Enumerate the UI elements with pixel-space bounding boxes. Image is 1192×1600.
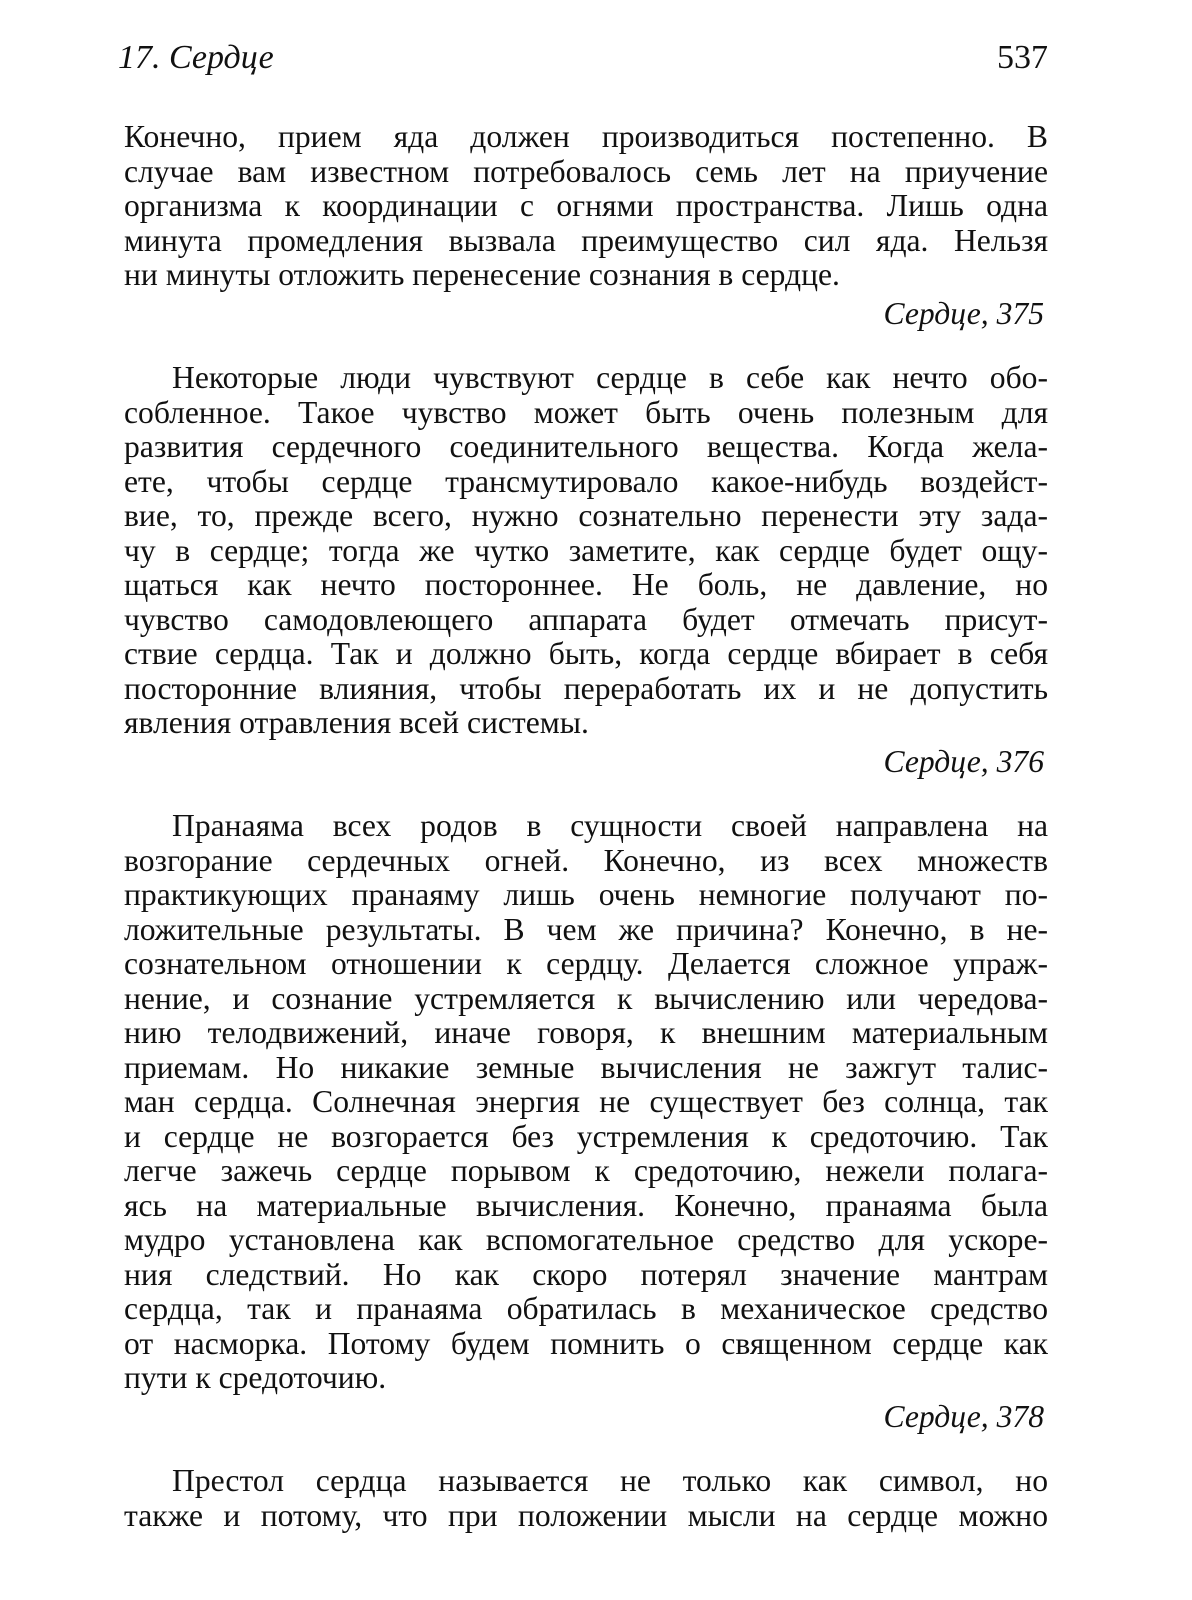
text-line: случае вам известном потребовалось семь лет на приучение	[124, 153, 1048, 189]
text-line: приемам. Но никакие земные вычисления не зажгут талис-	[124, 1049, 1048, 1085]
book-page	[118, 0, 1048, 1600]
text-line: возгорание сердечных огней. Конечно, из всех множеств	[124, 842, 1048, 878]
text-line: явления отравления всей системы.	[124, 705, 589, 740]
text-line: ния следствий. Но как скоро потерял значение мантрам	[124, 1256, 1048, 1292]
text-line: посторонние влияния, чтобы переработать их и не допустить	[124, 670, 1048, 706]
text-line: также и потому, что при положении мысли на сердце можно	[124, 1497, 1048, 1533]
text-line: ете, чтобы сердце трансмутировало какое-нибудь воздейст-	[124, 463, 1048, 499]
text-line: нию телодвижений, иначе говоря, к внешним материальным	[124, 1015, 1048, 1050]
text-line: Пранаяма всех родов в сущности своей направлена на	[172, 808, 1048, 843]
text-line: чувство самодовлеющего аппарата будет отмечать присут-	[124, 601, 1048, 637]
text-line: вие, то, прежде всего, нужно сознательно перенести эту зада-	[124, 498, 1048, 533]
text-line: сердца, так и пранаяма обратилась в механическое средство	[124, 1291, 1048, 1326]
text-line: сознательном отношении к сердцу. Делается сложное упраж-	[124, 946, 1048, 981]
text-line: ствие сердца. Так и должно быть, когда сердце вбирает в себя	[124, 636, 1048, 671]
running-head	[118, 38, 1048, 78]
text-line: собленное. Такое чувство может быть очень полезным для	[124, 394, 1048, 430]
text-line: Конечно, прием яда должен производиться постепенно. В	[124, 119, 1048, 154]
source-citation: Сердце, 375	[883, 295, 1044, 331]
text-line: ман сердца. Солнечная энергия не существует без солнца, так	[124, 1084, 1048, 1119]
text-line: пути к средоточию.	[124, 1360, 387, 1395]
chapter-title: 17. Сердце	[118, 39, 274, 76]
text-line: легче зажечь сердце порывом к средоточию, нежели полага-	[124, 1153, 1048, 1188]
text-line: нение, и сознание устремляется к вычислению или чередова-	[124, 980, 1048, 1016]
text-line: ни минуты отложить перенесение сознания в сердце.	[124, 257, 840, 292]
text-line: Некоторые люди чувствуют сердце в себе как нечто обо-	[172, 360, 1048, 395]
text-line: щаться как нечто постороннее. Не боль, не давление, но	[124, 567, 1048, 602]
text-line: мудро установлена как вспомогательное средство для ускоре-	[124, 1222, 1048, 1257]
text-line: практикующих пранаяму лишь очень немногие получают по-	[124, 877, 1048, 912]
page-number: 537	[997, 39, 1048, 76]
paragraph-4	[124, 1464, 1048, 1533]
text-line: от насморка. Потому будем помнить о священном сердце как	[124, 1325, 1048, 1361]
body-text	[124, 120, 1048, 1533]
source-citation: Сердце, 378	[883, 1398, 1044, 1434]
text-line: Престол сердца называется не только как символ, но	[172, 1463, 1048, 1498]
text-line: ложительные результаты. В чем же причина? Конечно, в не-	[124, 911, 1048, 947]
text-line: чу в сердце; тогда же чутко заметите, как сердце будет ощу-	[124, 532, 1048, 568]
text-line: минута промедления вызвала преимущество сил яда. Нельзя	[124, 222, 1048, 258]
paragraph-2	[124, 361, 1048, 741]
text-line: и сердце не возгорается без устремления к средоточию. Так	[124, 1118, 1048, 1154]
paragraph-3	[124, 809, 1048, 1396]
source-citation: Сердце, 376	[883, 743, 1044, 779]
text-line: ясь на материальные вычисления. Конечно, пранаяма была	[124, 1187, 1048, 1223]
paragraph-1	[124, 120, 1048, 293]
text-line: организма к координации с огнями пространства. Лишь одна	[124, 188, 1048, 223]
text-line: развития сердечного соединительного вещества. Когда жела-	[124, 429, 1048, 464]
